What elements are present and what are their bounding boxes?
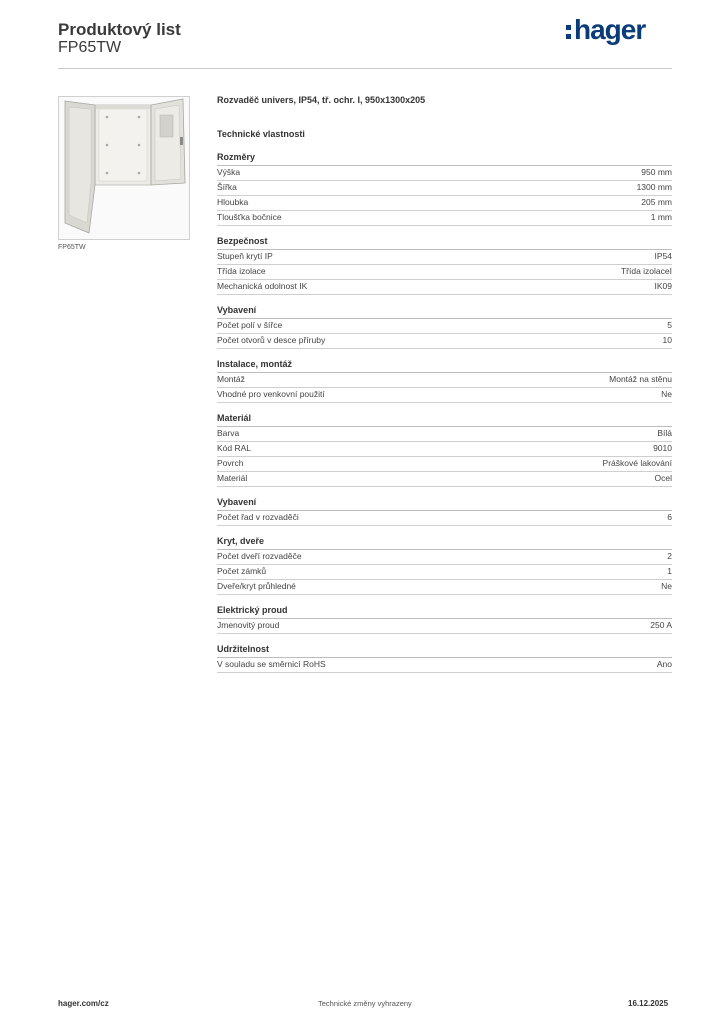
spec-label: Počet dveří rozvaděče <box>217 551 302 561</box>
spec-value: 10 <box>662 335 672 345</box>
logo-dots-icon <box>566 25 571 39</box>
spec-label: Barva <box>217 428 240 438</box>
spec-row <box>217 427 672 442</box>
spec-label: Počet polí v šířce <box>217 320 283 330</box>
spec-row <box>217 373 672 388</box>
spec-row <box>217 442 672 457</box>
spec-label: Materiál <box>217 473 248 483</box>
spec-section <box>217 605 672 634</box>
spec-value: 205 mm <box>641 197 672 207</box>
section-title: Materiál <box>217 413 672 427</box>
footer-website-link[interactable]: hager.com/cz <box>58 999 109 1008</box>
spec-label: Počet otvorů v desce příruby <box>217 335 326 345</box>
spec-value: 950 mm <box>641 167 672 177</box>
spec-label: Kód RAL <box>217 443 252 453</box>
spec-row <box>217 250 672 265</box>
spec-value: Bílá <box>657 428 672 438</box>
page-title: Produktový list <box>58 20 181 39</box>
spec-value: 6 <box>667 512 672 522</box>
spec-row <box>217 472 672 487</box>
spec-row <box>217 388 672 403</box>
spec-row <box>217 319 672 334</box>
spec-label: Počet řad v rozvaděči <box>217 512 299 522</box>
spec-value: Třída izolaceI <box>620 266 672 276</box>
spec-label: Hloubka <box>217 197 249 207</box>
spec-value: 1 mm <box>650 212 672 222</box>
section-title: Bezpečnost <box>217 236 672 250</box>
cabinet-illustration-icon <box>59 97 189 239</box>
section-title: Rozměry <box>217 152 672 166</box>
spec-value: Ne <box>661 581 672 591</box>
spec-row <box>217 211 672 226</box>
spec-section <box>217 497 672 526</box>
spec-row <box>217 166 672 181</box>
spec-label: Montáž <box>217 374 245 384</box>
spec-area <box>217 95 672 683</box>
section-title: Elektrický proud <box>217 605 672 619</box>
footer-note: Technické změny vyhrazeny <box>318 999 412 1008</box>
spec-label: V souladu se směrnicí RoHS <box>217 659 326 669</box>
spec-label: Stupeň krytí IP <box>217 251 273 261</box>
spec-row <box>217 280 672 295</box>
spec-label: Výška <box>217 167 241 177</box>
spec-value: Ano <box>656 659 672 669</box>
spec-row <box>217 550 672 565</box>
spec-sections <box>217 152 672 673</box>
spec-section <box>217 236 672 295</box>
spec-row <box>217 580 672 595</box>
spec-row <box>217 658 672 673</box>
section-title: Vybavení <box>217 305 672 319</box>
spec-section <box>217 644 672 673</box>
spec-value: 9010 <box>653 443 672 453</box>
spec-value: Práškové lakování <box>602 458 672 468</box>
spec-label: Šířka <box>217 182 237 192</box>
spec-row <box>217 334 672 349</box>
spec-row <box>217 619 672 634</box>
spec-value: 1300 mm <box>636 182 672 192</box>
header-divider <box>58 68 672 69</box>
technical-properties-heading: Technické vlastnosti <box>217 129 305 139</box>
spec-label: Jmenovitý proud <box>217 620 280 630</box>
spec-value: Ocel <box>654 473 672 483</box>
spec-label: Mechanická odolnost IK <box>217 281 308 291</box>
spec-value: Ne <box>661 389 672 399</box>
spec-label: Vhodné pro venkovní použití <box>217 389 325 399</box>
hager-logo[interactable] <box>566 14 645 46</box>
spec-label: Tloušťka bočnice <box>217 212 282 222</box>
spec-section <box>217 413 672 487</box>
section-title: Kryt, dveře <box>217 536 672 550</box>
spec-label: Počet zámků <box>217 566 267 576</box>
spec-label: Třída izolace <box>217 266 266 276</box>
spec-section <box>217 536 672 595</box>
spec-label: Povrch <box>217 458 244 468</box>
spec-row <box>217 511 672 526</box>
spec-row <box>217 565 672 580</box>
spec-value: IP54 <box>654 251 672 261</box>
spec-row <box>217 265 672 280</box>
section-title: Udržitelnost <box>217 644 672 658</box>
section-title: Vybavení <box>217 497 672 511</box>
spec-value: Montáž na stěnu <box>609 374 672 384</box>
spec-row <box>217 181 672 196</box>
spec-section <box>217 359 672 403</box>
spec-section <box>217 305 672 349</box>
product-description: Rozvaděč univers, IP54, tř. ochr. I, 950x1300x205 <box>217 95 426 105</box>
spec-value: 2 <box>667 551 672 561</box>
spec-section <box>217 152 672 226</box>
section-title: Instalace, montáž <box>217 359 672 373</box>
product-image <box>58 96 190 240</box>
product-code: FP65TW <box>58 39 122 56</box>
spec-value: 1 <box>667 566 672 576</box>
image-caption: FP65TW <box>58 244 86 251</box>
spec-label: Dveře/kryt průhledné <box>217 581 296 591</box>
spec-row <box>217 457 672 472</box>
spec-row <box>217 196 672 211</box>
footer-date: 16.12.2025 <box>628 999 669 1008</box>
spec-value: IK09 <box>654 281 672 291</box>
logo-text: hager <box>574 14 646 45</box>
spec-value: 5 <box>667 320 672 330</box>
spec-value: 250 A <box>650 620 672 630</box>
